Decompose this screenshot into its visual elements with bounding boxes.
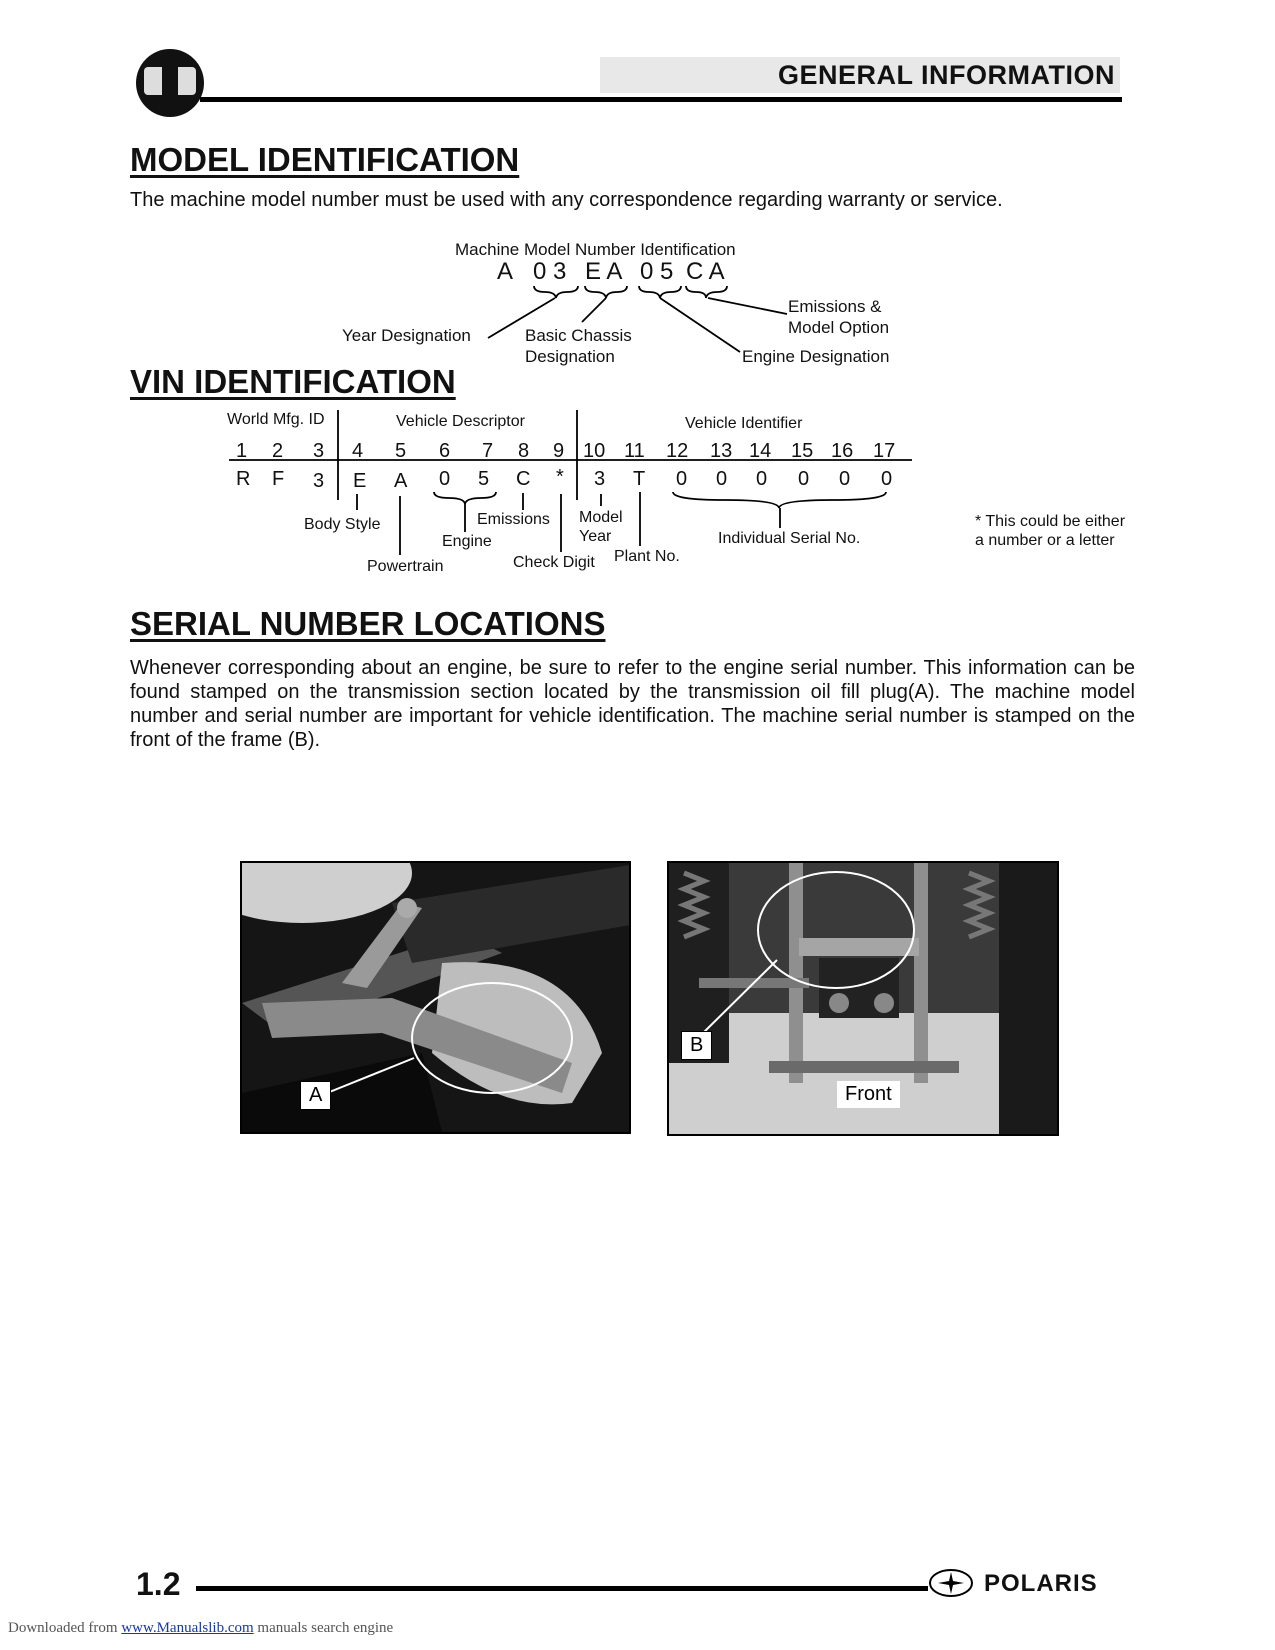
label-check-digit: Check Digit <box>513 554 595 571</box>
model-diagram-title: Machine Model Number Identification <box>455 240 736 259</box>
label-body-style: Body Style <box>304 516 381 533</box>
vin-val-8: C <box>516 468 531 490</box>
vin-pos-3: 3 <box>313 440 325 462</box>
vin-val-6: 0 <box>439 468 451 490</box>
vin-note-line-2: a number or a letter <box>975 532 1115 549</box>
model-code-char-4: 0 5 <box>640 258 674 285</box>
serial-locations-heading: SERIAL NUMBER LOCATIONS <box>130 605 606 642</box>
header-title: GENERAL INFORMATION <box>778 60 1115 90</box>
vin-val-14: 0 <box>756 468 768 490</box>
brace-engine-vin <box>434 492 496 504</box>
vin-val-1: R <box>236 468 251 490</box>
vin-group-wmi: World Mfg. ID <box>227 411 325 428</box>
vin-pos-10: 10 <box>583 440 606 462</box>
vin-group-identifier: Vehicle Identifier <box>685 415 803 432</box>
page-number: 1.2 <box>136 1566 181 1602</box>
vin-val-2: F <box>272 468 285 490</box>
vin-pos-5: 5 <box>395 440 407 462</box>
vin-group-descriptor: Vehicle Descriptor <box>396 413 525 430</box>
vin-pos-8: 8 <box>518 440 530 462</box>
model-identification-heading: MODEL IDENTIFICATION <box>130 141 520 178</box>
vin-pos-13: 13 <box>710 440 733 462</box>
vin-val-16: 0 <box>839 468 851 490</box>
label-basic-chassis: Basic Chassis <box>525 326 632 345</box>
model-code-char-1: A <box>497 258 514 285</box>
footer-rule <box>196 1586 928 1591</box>
vin-val-11: T <box>633 468 646 490</box>
photo-label-b: B <box>681 1031 712 1060</box>
download-prefix: Downloaded from <box>8 1620 118 1636</box>
label-year-designation: Year Designation <box>342 326 471 345</box>
photo-frame-front <box>667 861 1059 1136</box>
vin-pos-16: 16 <box>831 440 854 462</box>
download-suffix: manuals search engine <box>257 1620 394 1636</box>
label-powertrain: Powertrain <box>367 558 444 575</box>
vin-pos-17: 17 <box>873 440 896 462</box>
label-model: Model <box>579 509 623 526</box>
photo-label-front: Front <box>837 1081 900 1108</box>
vin-val-7: 5 <box>478 468 490 490</box>
vin-pos-1: 1 <box>236 440 248 462</box>
polaris-brand: POLARIS <box>984 1570 1098 1597</box>
vin-val-3: 3 <box>313 470 325 492</box>
download-credit <box>8 1620 393 1637</box>
vin-val-4: E <box>353 470 367 492</box>
vin-pos-6: 6 <box>439 440 451 462</box>
label-engine-designation: Engine Designation <box>742 347 890 366</box>
model-intro-text: The machine model number must be used with any correspondence regarding warranty or service. <box>130 189 1003 211</box>
label-emissions: Emissions & <box>788 297 882 316</box>
model-code-char-3: E A <box>585 258 623 285</box>
vin-val-10: 3 <box>594 468 606 490</box>
vin-note-line-1: * This could be either <box>975 513 1126 530</box>
vin-identification-heading: VIN IDENTIFICATION <box>130 363 456 400</box>
vin-val-15: 0 <box>798 468 810 490</box>
vin-val-5: A <box>394 470 408 492</box>
vin-val-13: 0 <box>716 468 728 490</box>
label-year: Year <box>579 528 612 545</box>
vin-pos-14: 14 <box>749 440 772 462</box>
vin-pos-15: 15 <box>791 440 814 462</box>
label-engine-vin: Engine <box>442 533 492 550</box>
model-code-char-2: 0 3 <box>533 258 567 285</box>
label-model-option: Model Option <box>788 318 890 337</box>
brace-serial <box>673 492 886 508</box>
photo-transmission <box>240 861 631 1134</box>
label-emissions-vin: Emissions <box>477 511 550 528</box>
vin-pos-11: 11 <box>624 440 645 462</box>
serial-locations-body: Whenever corresponding about an engine, be sure to refer to the engine serial number. This information can be found stamped on the transmission section located by the transmission oil fill plug(A). The machine model number and serial number are important for vehicle identification. The machine serial number is stamped on the front of the frame (B). <box>130 657 1135 751</box>
photo-label-a: A <box>300 1081 331 1110</box>
label-plant-no: Plant No. <box>614 548 680 565</box>
label-individual-serial: Individual Serial No. <box>718 530 861 547</box>
vin-pos-7: 7 <box>482 440 494 462</box>
vin-val-12: 0 <box>676 468 688 490</box>
vin-diagram-lines <box>0 0 1275 600</box>
label-chassis-designation: Designation <box>525 347 615 366</box>
manualslib-link[interactable]: www.Manualslib.com <box>121 1620 254 1636</box>
vin-val-17: 0 <box>881 468 893 490</box>
vin-pos-9: 9 <box>553 440 565 462</box>
vin-val-9: * <box>556 466 564 488</box>
vin-pos-2: 2 <box>272 440 284 462</box>
model-code-char-5: C A <box>686 258 725 285</box>
polaris-star-icon <box>928 1567 974 1599</box>
vin-pos-12: 12 <box>666 440 689 462</box>
vin-pos-4: 4 <box>352 440 364 462</box>
